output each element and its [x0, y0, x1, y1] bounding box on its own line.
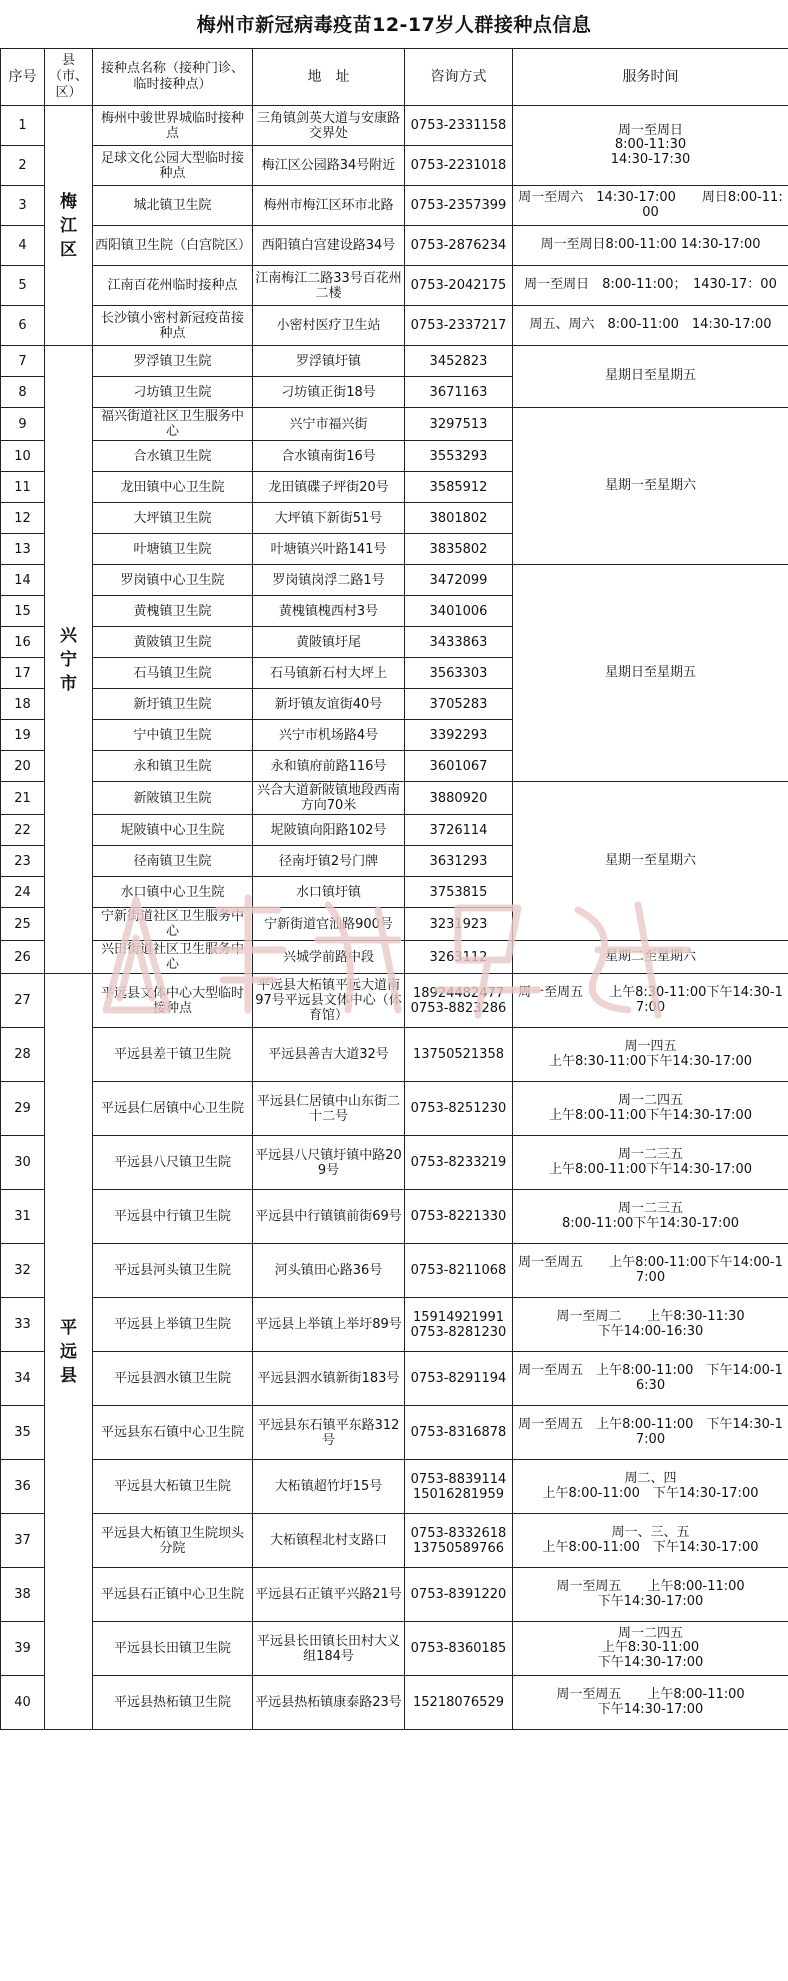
row-number: 31 [1, 1190, 45, 1244]
service-time: 周一至周六 14:30-17:00 周日8:00-11:00 [513, 186, 788, 226]
site-phone: 3392293 [405, 720, 513, 751]
site-name: 新陂镇卫生院 [93, 782, 253, 815]
site-name: 西阳镇卫生院（白宫院区） [93, 226, 253, 266]
site-phone: 3705283 [405, 689, 513, 720]
site-phone: 3452823 [405, 346, 513, 377]
site-phone: 0753-8221330 [405, 1190, 513, 1244]
site-address: 罗浮镇圩镇 [253, 346, 405, 377]
table-row [1, 1352, 788, 1406]
header-address: 地 址 [253, 49, 405, 106]
row-number: 16 [1, 627, 45, 658]
table-row [1, 1028, 788, 1082]
county-label: 兴宁市 [60, 625, 77, 694]
site-address: 宁新街道官汕路900号 [253, 908, 405, 941]
row-number: 15 [1, 596, 45, 627]
table-row [1, 565, 788, 596]
site-address: 平远县泗水镇新街183号 [253, 1352, 405, 1406]
service-time: 周一二三五 8:00-11:00下午14:30-17:00 [513, 1190, 788, 1244]
service-time: 周二、四 上午8:00-11:00 下午14:30-17:00 [513, 1460, 788, 1514]
site-address: 江南梅江二路33号百花州二楼 [253, 266, 405, 306]
row-number: 33 [1, 1298, 45, 1352]
site-phone: 3231923 [405, 908, 513, 941]
service-time: 周一至周五 上午8:00-11:00 下午14:00-16:30 [513, 1352, 788, 1406]
site-phone: 0753-2876234 [405, 226, 513, 266]
site-address: 平远县石正镇平兴路21号 [253, 1568, 405, 1622]
site-name: 宁新街道社区卫生服务中心 [93, 908, 253, 941]
table-row [1, 306, 788, 346]
table-row [1, 1298, 788, 1352]
county-label: 平远县 [60, 1317, 77, 1386]
site-address: 径南圩镇2号门牌 [253, 846, 405, 877]
row-number: 8 [1, 377, 45, 408]
county-label: 梅江区 [60, 191, 77, 260]
row-number: 12 [1, 503, 45, 534]
table-row [1, 226, 788, 266]
service-time: 周一四五 上午8:30-11:00下午14:30-17:00 [513, 1028, 788, 1082]
row-number: 36 [1, 1460, 45, 1514]
service-time: 周一、三、五 上午8:00-11:00 下午14:30-17:00 [513, 1514, 788, 1568]
row-number: 17 [1, 658, 45, 689]
site-phone: 0753-8316878 [405, 1406, 513, 1460]
service-time: 周一至周日 8:00-11:00； 1430-17：00 [513, 266, 788, 306]
site-phone: 0753-2331158 [405, 106, 513, 146]
site-phone: 3585912 [405, 472, 513, 503]
row-number: 34 [1, 1352, 45, 1406]
site-name: 永和镇卫生院 [93, 751, 253, 782]
site-address: 河头镇田心路36号 [253, 1244, 405, 1298]
header-county: 县（市、区） [45, 49, 93, 106]
site-address: 永和镇府前路116号 [253, 751, 405, 782]
site-name: 大坪镇卫生院 [93, 503, 253, 534]
site-name: 福兴街道社区卫生服务中心 [93, 408, 253, 441]
site-phone: 0753-8360185 [405, 1622, 513, 1676]
row-number: 35 [1, 1406, 45, 1460]
table-header-row [1, 49, 788, 106]
site-name: 石马镇卫生院 [93, 658, 253, 689]
site-name: 黄槐镇卫生院 [93, 596, 253, 627]
table-row [1, 1676, 788, 1730]
site-name: 径南镇卫生院 [93, 846, 253, 877]
site-phone: 3263112 [405, 941, 513, 974]
table-row [1, 1082, 788, 1136]
service-time: 星期一至星期六 [513, 782, 788, 941]
site-name: 平远县石正镇中心卫生院 [93, 1568, 253, 1622]
row-number: 11 [1, 472, 45, 503]
table-row [1, 782, 788, 815]
site-address: 平远县大柘镇平远大道南97号平远县文体中心（体育馆） [253, 974, 405, 1028]
site-phone: 3801802 [405, 503, 513, 534]
site-phone: 0753-2231018 [405, 146, 513, 186]
header-time: 服务时间 [513, 49, 788, 106]
service-time: 周一至周五 上午8:00-11:00 下午14:30-17:00 [513, 1676, 788, 1730]
site-name: 平远县差干镇卫生院 [93, 1028, 253, 1082]
site-phone: 15218076529 [405, 1676, 513, 1730]
site-phone: 0753-8839114 15016281959 [405, 1460, 513, 1514]
site-address: 新圩镇友谊街40号 [253, 689, 405, 720]
table-row [1, 1514, 788, 1568]
table-row [1, 186, 788, 226]
row-number: 26 [1, 941, 45, 974]
site-address: 西阳镇白宫建设路34号 [253, 226, 405, 266]
header-name: 接种点名称（接种门诊、临时接种点） [93, 49, 253, 106]
table-row [1, 1460, 788, 1514]
page-title: 梅州市新冠病毒疫苗12-17岁人群接种点信息 [196, 14, 592, 36]
row-number: 7 [1, 346, 45, 377]
site-phone: 0753-2337217 [405, 306, 513, 346]
row-number: 3 [1, 186, 45, 226]
row-number: 23 [1, 846, 45, 877]
service-time: 星期日至星期五 [513, 565, 788, 782]
table-row [1, 974, 788, 1028]
row-number: 22 [1, 815, 45, 846]
site-phone: 0753-8332618 13750589766 [405, 1514, 513, 1568]
row-number: 14 [1, 565, 45, 596]
service-time: 星期二至星期六 [513, 941, 788, 974]
site-address: 黄陂镇圩尾 [253, 627, 405, 658]
site-name: 平远县长田镇卫生院 [93, 1622, 253, 1676]
site-name: 水口镇中心卫生院 [93, 877, 253, 908]
row-number: 39 [1, 1622, 45, 1676]
site-name: 叶塘镇卫生院 [93, 534, 253, 565]
site-address: 水口镇圩镇 [253, 877, 405, 908]
site-phone: 3433863 [405, 627, 513, 658]
site-name: 平远县东石镇中心卫生院 [93, 1406, 253, 1460]
site-address: 刁坊镇正街18号 [253, 377, 405, 408]
site-phone: 3563303 [405, 658, 513, 689]
row-number: 27 [1, 974, 45, 1028]
site-address: 石马镇新石村大坪上 [253, 658, 405, 689]
service-time: 星期一至星期六 [513, 408, 788, 565]
county-xingning [45, 346, 93, 974]
site-address: 坭陂镇向阳路102号 [253, 815, 405, 846]
row-number: 24 [1, 877, 45, 908]
site-phone: 3753815 [405, 877, 513, 908]
row-number: 10 [1, 441, 45, 472]
site-phone: 3671163 [405, 377, 513, 408]
site-address: 平远县东石镇平东路312号 [253, 1406, 405, 1460]
site-phone: 0753-8233219 [405, 1136, 513, 1190]
service-time: 周一至周日8:00-11:00 14:30-17:00 [513, 226, 788, 266]
table-row [1, 1622, 788, 1676]
site-address: 平远县热柘镇康泰路23号 [253, 1676, 405, 1730]
row-number: 38 [1, 1568, 45, 1622]
table-row [1, 346, 788, 377]
header-phone: 咨询方式 [405, 49, 513, 106]
site-name: 平远县仁居镇中心卫生院 [93, 1082, 253, 1136]
table-row [1, 266, 788, 306]
site-address: 大坪镇下新街51号 [253, 503, 405, 534]
row-number: 28 [1, 1028, 45, 1082]
site-phone: 0753-2042175 [405, 266, 513, 306]
service-time: 周一至周五 上午8:30-11:00下午14:30-17:00 [513, 974, 788, 1028]
table-row [1, 941, 788, 974]
site-name: 江南百花州临时接种点 [93, 266, 253, 306]
site-name: 罗岗镇中心卫生院 [93, 565, 253, 596]
site-phone: 3601067 [405, 751, 513, 782]
site-address: 合水镇南街16号 [253, 441, 405, 472]
site-name: 龙田镇中心卫生院 [93, 472, 253, 503]
site-address: 平远县上举镇上举圩89号 [253, 1298, 405, 1352]
site-phone: 0753-8291194 [405, 1352, 513, 1406]
row-number: 19 [1, 720, 45, 751]
site-name: 城北镇卫生院 [93, 186, 253, 226]
site-name: 宁中镇卫生院 [93, 720, 253, 751]
site-name: 足球文化公园大型临时接种点 [93, 146, 253, 186]
site-phone: 13750521358 [405, 1028, 513, 1082]
service-time: 周五、周六 8:00-11:00 14:30-17:00 [513, 306, 788, 346]
site-name: 平远县河头镇卫生院 [93, 1244, 253, 1298]
service-time: 周一二三五 上午8:00-11:00下午14:30-17:00 [513, 1136, 788, 1190]
row-number: 9 [1, 408, 45, 441]
site-address: 罗岗镇岗浮二路1号 [253, 565, 405, 596]
site-phone: 0753-8391220 [405, 1568, 513, 1622]
row-number: 30 [1, 1136, 45, 1190]
site-address: 龙田镇碟子坪街20号 [253, 472, 405, 503]
site-name: 平远县大柘镇卫生院坝头分院 [93, 1514, 253, 1568]
site-phone: 15914921991 0753-8281230 [405, 1298, 513, 1352]
table-row [1, 1190, 788, 1244]
county-meijiang [45, 106, 93, 346]
site-name: 平远县热柘镇卫生院 [93, 1676, 253, 1730]
row-number: 13 [1, 534, 45, 565]
row-number: 5 [1, 266, 45, 306]
site-name: 刁坊镇卫生院 [93, 377, 253, 408]
service-time: 周一至周五 上午8:00-11:00 下午14:30-17:00 [513, 1568, 788, 1622]
row-number: 40 [1, 1676, 45, 1730]
site-address: 小密村医疗卫生站 [253, 306, 405, 346]
table-row [1, 1406, 788, 1460]
row-number: 37 [1, 1514, 45, 1568]
table-row [1, 1568, 788, 1622]
row-number: 21 [1, 782, 45, 815]
site-address: 平远县中行镇镇前街69号 [253, 1190, 405, 1244]
site-phone: 3553293 [405, 441, 513, 472]
row-number: 18 [1, 689, 45, 720]
site-name: 长沙镇小密村新冠疫苗接种点 [93, 306, 253, 346]
county-pingyuan [45, 974, 93, 1730]
site-name: 平远县中行镇卫生院 [93, 1190, 253, 1244]
table-row [1, 106, 788, 146]
row-number: 25 [1, 908, 45, 941]
site-phone: 0753-8251230 [405, 1082, 513, 1136]
site-name: 平远县八尺镇卫生院 [93, 1136, 253, 1190]
site-phone: 3631293 [405, 846, 513, 877]
site-address: 三角镇剑英大道与安康路交界处 [253, 106, 405, 146]
site-name: 平远县文体中心大型临时接种点 [93, 974, 253, 1028]
service-time: 周一至周五 上午8:00-11:00 下午14:30-17:00 [513, 1406, 788, 1460]
vaccination-sites-table [0, 48, 788, 1730]
site-address: 黄槐镇槐西村3号 [253, 596, 405, 627]
row-number: 2 [1, 146, 45, 186]
site-name: 梅州中骏世界城临时接种点 [93, 106, 253, 146]
site-phone: 3401006 [405, 596, 513, 627]
row-number: 4 [1, 226, 45, 266]
site-address: 大柘镇程北村支路口 [253, 1514, 405, 1568]
site-name: 合水镇卫生院 [93, 441, 253, 472]
site-name: 平远县泗水镇卫生院 [93, 1352, 253, 1406]
site-name: 兴田街道社区卫生服务中心 [93, 941, 253, 974]
site-address: 梅江区公园路34号附近 [253, 146, 405, 186]
site-address: 兴宁市机场路4号 [253, 720, 405, 751]
table-row [1, 408, 788, 441]
site-address: 平远县仁居镇中山东街二十二号 [253, 1082, 405, 1136]
site-name: 平远县上举镇卫生院 [93, 1298, 253, 1352]
table-row [1, 1244, 788, 1298]
row-number: 20 [1, 751, 45, 782]
site-address: 平远县八尺镇圩镇中路209号 [253, 1136, 405, 1190]
site-address: 兴城学前路中段 [253, 941, 405, 974]
service-time: 周一二四五 上午8:30-11:00 下午14:30-17:00 [513, 1622, 788, 1676]
row-number: 6 [1, 306, 45, 346]
row-number: 29 [1, 1082, 45, 1136]
site-name: 新圩镇卫生院 [93, 689, 253, 720]
site-phone: 3297513 [405, 408, 513, 441]
service-time: 周一至周日 8:00-11:30 14:30-17:30 [513, 106, 788, 186]
site-address: 平远县长田镇长田村大义组184号 [253, 1622, 405, 1676]
site-name: 坭陂镇中心卫生院 [93, 815, 253, 846]
site-phone: 0753-2357399 [405, 186, 513, 226]
row-number: 32 [1, 1244, 45, 1298]
table-row [1, 1136, 788, 1190]
site-phone: 3472099 [405, 565, 513, 596]
site-address: 大柘镇超竹圩15号 [253, 1460, 405, 1514]
site-name: 黄陂镇卫生院 [93, 627, 253, 658]
site-address: 兴宁市福兴街 [253, 408, 405, 441]
site-phone: 3880920 [405, 782, 513, 815]
site-phone: 0753-8211068 [405, 1244, 513, 1298]
site-name: 罗浮镇卫生院 [93, 346, 253, 377]
header-seq: 序号 [1, 49, 45, 106]
site-address: 梅州市梅江区环市北路 [253, 186, 405, 226]
site-phone: 3835802 [405, 534, 513, 565]
row-number: 1 [1, 106, 45, 146]
site-phone: 3726114 [405, 815, 513, 846]
service-time: 周一至周五 上午8:00-11:00下午14:00-17:00 [513, 1244, 788, 1298]
site-name: 平远县大柘镇卫生院 [93, 1460, 253, 1514]
service-time: 星期日至星期五 [513, 346, 788, 408]
service-time: 周一至周二 上午8:30-11:30 下午14:00-16:30 [513, 1298, 788, 1352]
site-address: 平远县善吉大道32号 [253, 1028, 405, 1082]
service-time: 周一二四五 上午8:00-11:00下午14:30-17:00 [513, 1082, 788, 1136]
site-phone: 18924482477 0753-8823286 [405, 974, 513, 1028]
site-address: 兴合大道新陂镇地段西南方向70米 [253, 782, 405, 815]
site-address: 叶塘镇兴叶路141号 [253, 534, 405, 565]
